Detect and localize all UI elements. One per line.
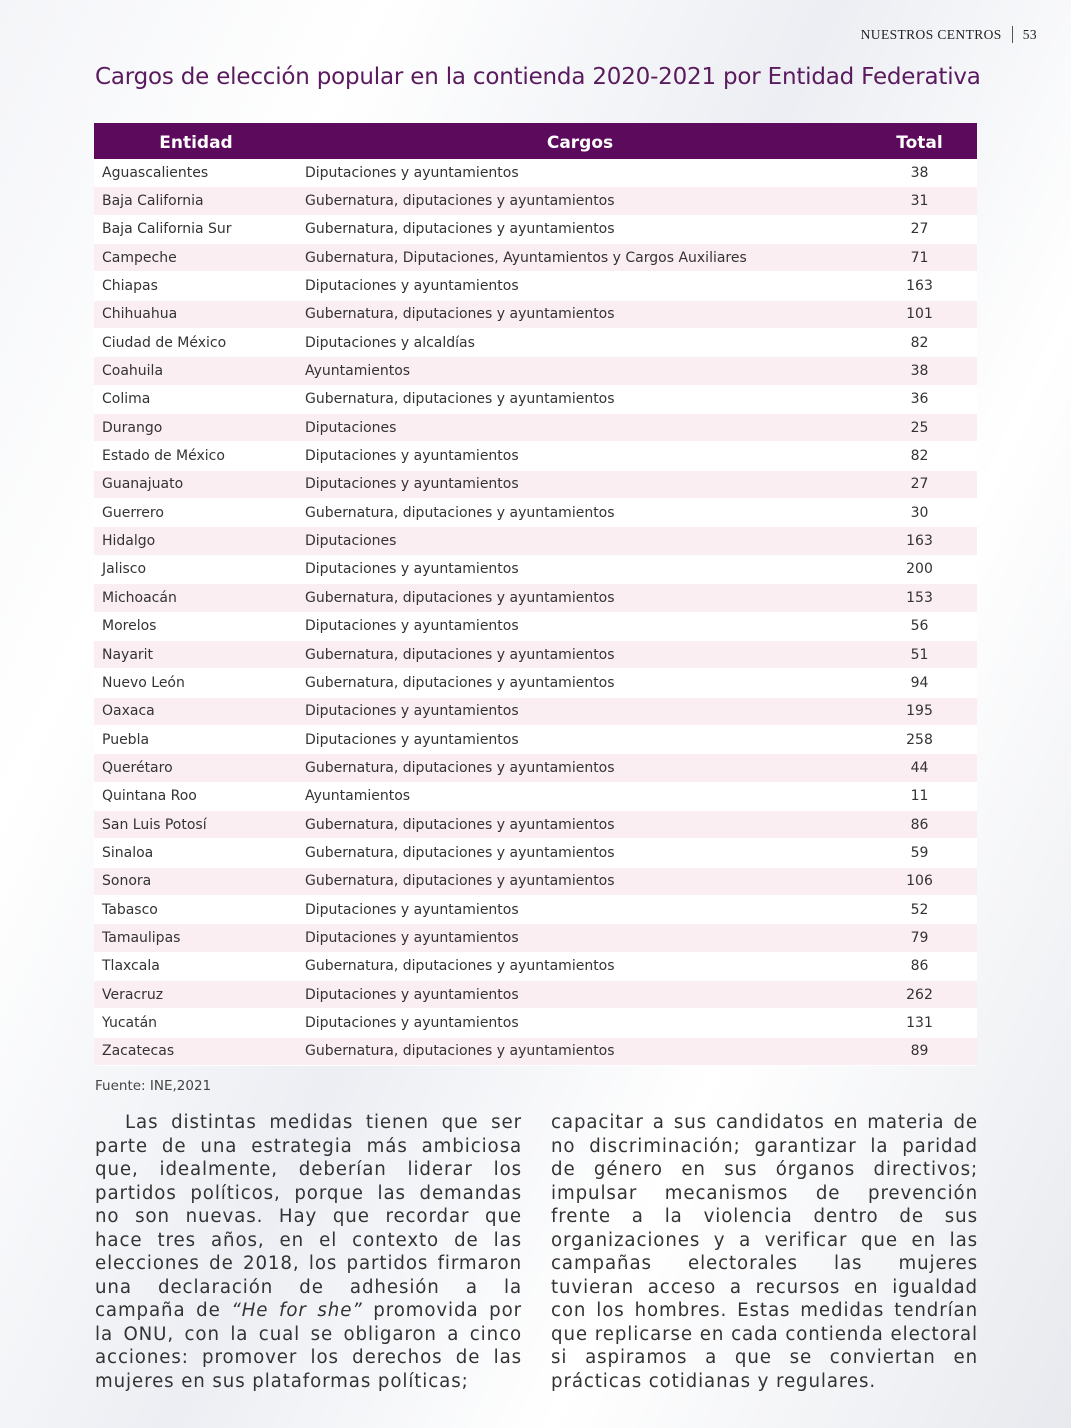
cell-total: 131 [862, 1009, 977, 1037]
table-row [94, 980, 977, 1008]
cell-cargos: Diputaciones [298, 527, 862, 555]
header-total: Total [862, 123, 977, 159]
table-row [94, 414, 977, 442]
cell-entidad: Zacatecas [94, 1037, 298, 1065]
cell-total: 89 [862, 1037, 977, 1065]
cell-cargos: Gubernatura, diputaciones y ayuntamientos [298, 499, 862, 527]
cell-entidad: Coahuila [94, 357, 298, 385]
cell-total: 153 [862, 584, 977, 612]
table-row [94, 187, 977, 215]
header-cargos: Cargos [298, 123, 862, 159]
cell-entidad: Guanajuato [94, 470, 298, 498]
cell-total: 79 [862, 924, 977, 952]
table-row [94, 612, 977, 640]
cell-cargos: Diputaciones y ayuntamientos [298, 470, 862, 498]
cell-cargos: Diputaciones y ayuntamientos [298, 924, 862, 952]
cell-total: 52 [862, 895, 977, 923]
table-row [94, 895, 977, 923]
table-row [94, 725, 977, 753]
cell-cargos: Diputaciones y ayuntamientos [298, 980, 862, 1008]
cell-total: 44 [862, 754, 977, 782]
cell-total: 94 [862, 669, 977, 697]
cell-total: 59 [862, 839, 977, 867]
cell-total: 163 [862, 272, 977, 300]
cell-total: 86 [862, 952, 977, 980]
body-column-2: capacitar a sus candidatos en materia de no discriminación; garantizar la paridad de género en sus órganos directivos; impulsar mecanismos de prevención frente a la violencia dentro de sus organizaciones y a verificar que en las campañas electorales las mujeres tuvieran acceso a recursos en igualdad con los hombres. Estas medidas tendrían que replicarse en cada contienda electoral si aspiramos a que se conviertan en prácticas cotidianas y regulares. [551, 1112, 978, 1392]
table-row [94, 1037, 977, 1065]
table-row [94, 640, 977, 668]
cell-cargos: Gubernatura, diputaciones y ayuntamientos [298, 952, 862, 980]
table-row [94, 159, 977, 187]
page-number: 53 [1022, 26, 1037, 42]
header-entidad: Entidad [94, 123, 298, 159]
cell-total: 31 [862, 187, 977, 215]
cell-cargos: Gubernatura, diputaciones y ayuntamientos [298, 1037, 862, 1065]
cell-total: 56 [862, 612, 977, 640]
cell-cargos: Gubernatura, diputaciones y ayuntamientos [298, 640, 862, 668]
cell-entidad: Oaxaca [94, 697, 298, 725]
header-divider [1012, 26, 1013, 43]
table-title: Cargos de elección popular en la contienda 2020-2021 por Entidad Federativa [95, 64, 981, 90]
running-header [861, 26, 1037, 43]
cell-entidad: Aguascalientes [94, 159, 298, 187]
cell-cargos: Gubernatura, diputaciones y ayuntamientos [298, 839, 862, 867]
cell-total: 30 [862, 499, 977, 527]
cell-entidad: Guerrero [94, 499, 298, 527]
cell-entidad: Veracruz [94, 980, 298, 1008]
cell-entidad: Baja California Sur [94, 215, 298, 243]
cell-cargos: Diputaciones y ayuntamientos [298, 1009, 862, 1037]
table-row [94, 1009, 977, 1037]
cell-total: 38 [862, 159, 977, 187]
table-row [94, 215, 977, 243]
table-row [94, 385, 977, 413]
cell-total: 38 [862, 357, 977, 385]
cell-cargos: Gubernatura, diputaciones y ayuntamientos [298, 584, 862, 612]
table-row [94, 499, 977, 527]
cell-total: 200 [862, 555, 977, 583]
cell-entidad: Colima [94, 385, 298, 413]
cell-cargos: Diputaciones y ayuntamientos [298, 725, 862, 753]
cell-entidad: Ciudad de México [94, 329, 298, 357]
table-row [94, 697, 977, 725]
table-row [94, 300, 977, 328]
cell-entidad: Estado de México [94, 442, 298, 470]
cell-cargos: Gubernatura, diputaciones y ayuntamientos [298, 300, 862, 328]
cell-total: 106 [862, 867, 977, 895]
cell-total: 101 [862, 300, 977, 328]
cell-entidad: Chihuahua [94, 300, 298, 328]
cell-entidad: Durango [94, 414, 298, 442]
cell-cargos: Diputaciones [298, 414, 862, 442]
table-row [94, 754, 977, 782]
cell-entidad: Sonora [94, 867, 298, 895]
table-row [94, 357, 977, 385]
table-row [94, 924, 977, 952]
cell-entidad: Morelos [94, 612, 298, 640]
cell-entidad: Quintana Roo [94, 782, 298, 810]
cell-entidad: Tamaulipas [94, 924, 298, 952]
cell-cargos: Gubernatura, diputaciones y ayuntamientos [298, 867, 862, 895]
cell-entidad: Puebla [94, 725, 298, 753]
cell-cargos: Diputaciones y ayuntamientos [298, 272, 862, 300]
table-row [94, 527, 977, 555]
cell-entidad: Tabasco [94, 895, 298, 923]
cell-cargos: Ayuntamientos [298, 357, 862, 385]
cell-cargos: Diputaciones y ayuntamientos [298, 697, 862, 725]
cell-total: 36 [862, 385, 977, 413]
cell-cargos: Diputaciones y ayuntamientos [298, 442, 862, 470]
cell-cargos: Gubernatura, diputaciones y ayuntamientos [298, 754, 862, 782]
cell-cargos: Gubernatura, diputaciones y ayuntamientos [298, 810, 862, 838]
cell-total: 25 [862, 414, 977, 442]
body-column-1 [95, 1111, 522, 1393]
table-row [94, 867, 977, 895]
section-name: NUESTROS CENTROS [860, 26, 1002, 42]
table-header-row [94, 123, 977, 159]
cell-cargos: Diputaciones y ayuntamientos [298, 612, 862, 640]
source-note: Fuente: INE,2021 [95, 1078, 212, 1094]
body-text-1b: promovida por la ONU, con la cual se obligaron a cinco acciones: promover los derechos de las mujeres en sus plataformas políticas; [95, 1300, 522, 1392]
cell-cargos: Gubernatura, diputaciones y ayuntamientos [298, 669, 862, 697]
cell-entidad: Michoacán [94, 584, 298, 612]
cell-total: 82 [862, 442, 977, 470]
cell-total: 71 [862, 244, 977, 272]
elections-table [94, 123, 977, 1066]
table-row [94, 782, 977, 810]
cell-total: 27 [862, 215, 977, 243]
cell-cargos: Gubernatura, diputaciones y ayuntamientos [298, 215, 862, 243]
cell-cargos: Diputaciones y ayuntamientos [298, 895, 862, 923]
body-text-1-italic: “He for she” [231, 1300, 363, 1321]
table-row [94, 272, 977, 300]
cell-cargos: Gubernatura, diputaciones y ayuntamientos [298, 187, 862, 215]
cell-cargos: Diputaciones y ayuntamientos [298, 159, 862, 187]
table-row [94, 952, 977, 980]
cell-entidad: Querétaro [94, 754, 298, 782]
table-row [94, 244, 977, 272]
table-row [94, 470, 977, 498]
cell-cargos: Gubernatura, Diputaciones, Ayuntamientos y Cargos Auxiliares [298, 244, 862, 272]
cell-cargos: Diputaciones y ayuntamientos [298, 555, 862, 583]
body-text-1a: Las distintas medidas tienen que ser parte de una estrategia más ambiciosa que, idealmente, deberían liderar los partidos políticos, porque las demandas no son nuevas. Hay que recordar que hace tres años, en el contexto de las elecciones de 2018, los partidos firmaron una declaración de adhesión a la campaña de [95, 1112, 522, 1321]
cell-total: 163 [862, 527, 977, 555]
cell-total: 82 [862, 329, 977, 357]
cell-total: 258 [862, 725, 977, 753]
cell-cargos: Diputaciones y alcaldías [298, 329, 862, 357]
cell-entidad: Campeche [94, 244, 298, 272]
cell-cargos: Gubernatura, diputaciones y ayuntamientos [298, 385, 862, 413]
cell-entidad: Sinaloa [94, 839, 298, 867]
cell-total: 27 [862, 470, 977, 498]
cell-entidad: Yucatán [94, 1009, 298, 1037]
cell-total: 51 [862, 640, 977, 668]
table-row [94, 329, 977, 357]
table-row [94, 669, 977, 697]
cell-entidad: Baja California [94, 187, 298, 215]
cell-entidad: Hidalgo [94, 527, 298, 555]
table-row [94, 442, 977, 470]
cell-total: 262 [862, 980, 977, 1008]
table-row [94, 555, 977, 583]
cell-entidad: San Luis Potosí [94, 810, 298, 838]
table-row [94, 810, 977, 838]
cell-total: 11 [862, 782, 977, 810]
cell-entidad: Tlaxcala [94, 952, 298, 980]
cell-total: 86 [862, 810, 977, 838]
cell-cargos: Ayuntamientos [298, 782, 862, 810]
cell-entidad: Chiapas [94, 272, 298, 300]
table-row [94, 584, 977, 612]
table-row [94, 839, 977, 867]
cell-entidad: Jalisco [94, 555, 298, 583]
cell-total: 195 [862, 697, 977, 725]
cell-entidad: Nuevo León [94, 669, 298, 697]
cell-entidad: Nayarit [94, 640, 298, 668]
